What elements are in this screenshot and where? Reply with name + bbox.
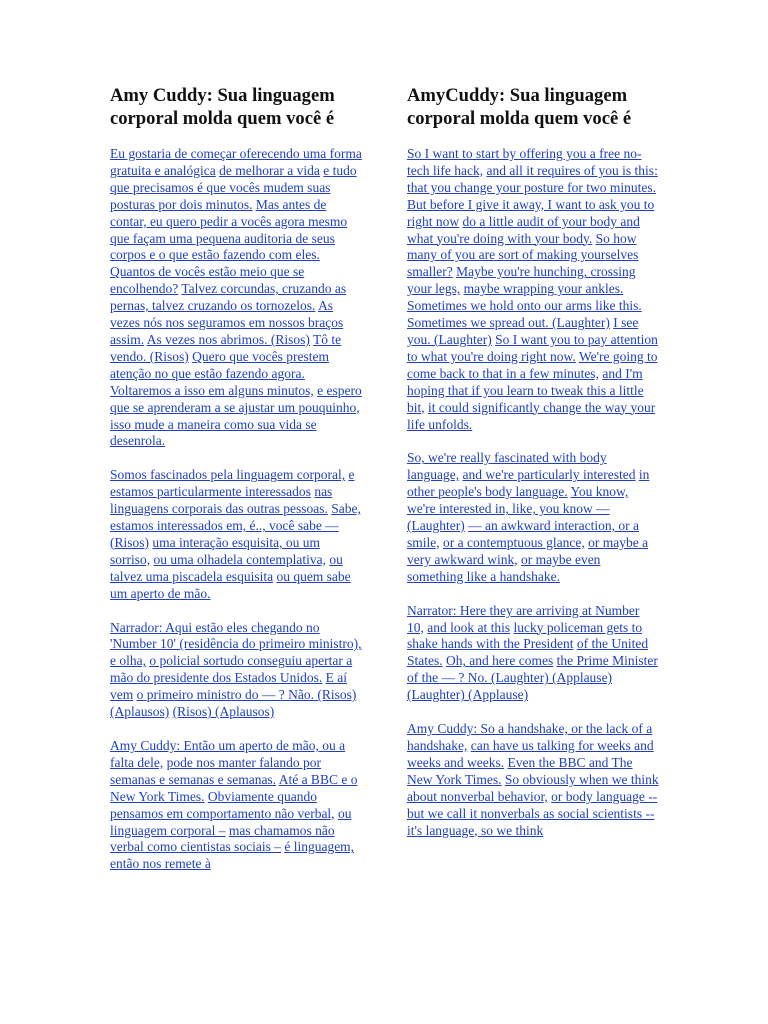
sentence-link[interactable]: in other people's body language. [407, 467, 650, 500]
paragraph [407, 146, 659, 433]
paragraph [110, 738, 362, 873]
sentence-link[interactable]: maybe wrapping your ankles. [463, 281, 624, 297]
sentence-link[interactable]: o primeiro ministro do — ? Não. (Risos) (Aplausos) [110, 687, 357, 720]
sentence-link[interactable]: — an awkward interaction, or a smile, [407, 518, 640, 550]
sentence-link[interactable]: Mas antes de contar, eu quero pedir a vocês agora mesmo [110, 196, 348, 229]
sentence-link[interactable]: and look at this [427, 619, 511, 635]
sentence-link[interactable]: or maybe even something like a handshake. [407, 551, 601, 584]
sentence-link[interactable]: pode nos manter falando por semanas e semanas e semanas. [110, 754, 322, 787]
sentence-link[interactable]: As vezes nós nos seguramos em nossos braços assim. [110, 298, 344, 347]
sentence-link[interactable]: Quantos de vocês estão meio que se encolhendo? [110, 264, 305, 297]
sentence-link[interactable]: que façam uma pequena auditoria de seus corpos e o que estão fazendo com eles. [110, 230, 335, 263]
sentence-link[interactable]: ou uma olhadela contemplativa, [153, 551, 326, 567]
sentence-link[interactable]: So how many of you are sort of making yourselves smaller? [407, 230, 639, 280]
paragraphs-english [407, 146, 659, 839]
title-portuguese: Amy Cuddy: Sua linguagem corporal molda quem você é [110, 85, 335, 129]
sentence-link[interactable]: de melhorar a vida [219, 162, 320, 178]
sentence-link[interactable]: the Prime Minister of the — ? No. (Laughter) (Applause) [407, 653, 658, 686]
sentence-link[interactable]: Sabe, estamos interessados em, é.., você sabe — (Risos) [110, 501, 361, 550]
sentence-link[interactable]: (Laughter) (Applause) [407, 687, 529, 703]
sentence-link[interactable]: So obviously when we think about nonverbal behavior, [407, 771, 659, 804]
sentence-link[interactable]: uma interação esquisita, ou um sorriso, [110, 534, 320, 567]
paragraph [110, 467, 362, 602]
sentence-link[interactable]: e estamos particularmente interessados [110, 467, 355, 500]
sentence-link[interactable]: Amy Cuddy: So a handshake, or the lack of a handshake, [407, 721, 653, 753]
sentence-link[interactable]: and we're particularly interested [462, 467, 636, 483]
sentence-link[interactable]: but we call it nonverbals as social scientists -- [407, 805, 655, 821]
sentence-link[interactable]: e espero que se aprenderam a se ajustar um pouquinho, [110, 382, 362, 415]
sentence-link[interactable]: We're going to come back to that in a few minutes, [407, 348, 658, 381]
sentence-link[interactable]: Somos fascinados pela linguagem corporal, [110, 467, 346, 483]
sentence-link[interactable]: Obviamente quando pensamos em comportamento não verbal, [110, 788, 335, 821]
sentence-link[interactable]: So I want you to pay attention to what you're doing right now. [407, 331, 658, 364]
sentence-link[interactable]: Sometimes we spread out. (Laughter) [407, 315, 610, 331]
sentence-link[interactable]: Quero que vocês prestem atenção no que estão fazendo agora. [110, 348, 329, 381]
sentence-link[interactable]: I see you. (Laughter) [407, 315, 639, 347]
sentence-link[interactable]: it could significantly change the way your life unfolds. [407, 399, 656, 432]
paragraph [407, 721, 659, 839]
sentence-link[interactable]: ou linguagem corporal – [110, 805, 352, 838]
sentence-link[interactable]: isso mude a maneira como sua vida se desenrola. [110, 416, 317, 449]
sentence-link[interactable]: nas linguagens corporais das outras pessoas. [110, 484, 333, 517]
sentence-link[interactable]: Amy Cuddy: Então um aperto de mão, ou a falta dele, [110, 738, 346, 770]
sentence-link[interactable]: Tô te vendo. (Risos) [110, 331, 342, 364]
sentence-link[interactable]: that you change your posture for two minutes. [407, 179, 656, 195]
column-english [407, 84, 659, 856]
sentence-link[interactable]: So I want to start by offering you a free no-tech life hack, [407, 146, 642, 178]
sentence-link[interactable]: do a little audit of your body and what you're doing with your body. [407, 213, 640, 246]
sentence-link[interactable]: Sometimes we hold onto our arms like this. [407, 298, 642, 314]
sentence-link[interactable]: or body language -- [551, 788, 658, 804]
paragraph [110, 146, 362, 450]
sentence-link[interactable]: (Risos) (Aplausos) [172, 704, 275, 720]
sentence-link[interactable]: Voltaremos a isso em alguns minutos, [110, 382, 314, 398]
sentence-link[interactable]: it's language, so we think [407, 822, 544, 838]
paragraph [110, 620, 362, 721]
sentence-link[interactable]: Até a BBC e o New York Times. [110, 771, 358, 804]
paragraph [407, 603, 659, 704]
sentence-link[interactable]: ou talvez uma piscadela esquisita [110, 551, 343, 584]
sentence-link[interactable]: mas chamamos não verbal como cientistas sociais – [110, 822, 335, 855]
sentence-link[interactable]: Even the BBC and The New York Times. [407, 754, 633, 787]
sentence-link[interactable]: E aí vem [110, 670, 347, 703]
sentence-link[interactable]: é linguagem, então nos remete à [110, 839, 355, 872]
sentence-link[interactable]: e tudo que precisamos é que vocês mudem suas posturas por dois minutos. [110, 162, 357, 212]
sentence-link[interactable]: lucky policeman gets to shake hands with the President [407, 619, 643, 652]
column-portuguese [110, 84, 362, 890]
sentence-link[interactable]: can have us talking for weeks and weeks and weeks. [407, 738, 654, 770]
sentence-link[interactable]: or a contemptuous glance, [443, 534, 585, 550]
title-english: AmyCuddy: Sua linguagem corporal molda quem você é [407, 85, 632, 129]
sentence-link[interactable]: Maybe you're hunching, crossing your legs, [407, 264, 636, 297]
paragraphs-portuguese [110, 146, 362, 873]
sentence-link[interactable]: As vezes nos abrimos. (Risos) [146, 331, 310, 347]
sentence-link[interactable]: So, we're really fascinated with body language, [407, 450, 607, 483]
sentence-link[interactable]: and all it requires of you is this: [486, 162, 658, 178]
sentence-link[interactable]: Oh, and here comes [446, 653, 554, 669]
sentence-link[interactable]: ou quem sabe um aperto de mão. [110, 568, 351, 601]
paragraph [407, 450, 659, 585]
sentence-link[interactable]: Eu gostaria de começar oferecendo uma forma gratuita e analógica [110, 146, 362, 178]
sentence-link[interactable]: or maybe a very awkward wink, [407, 534, 649, 567]
sentence-link[interactable]: Narrador: Aqui estão eles chegando no 'Number 10' (residência do primeiro ministro), e olha, [110, 619, 362, 669]
sentence-link[interactable]: of the United States. [407, 636, 649, 669]
sentence-link[interactable]: But before I give it away, I want to ask you to right now [407, 196, 655, 229]
sentence-link[interactable]: o policial sortudo conseguiu apertar a mão do presidente dos Estados Unidos. [110, 653, 353, 686]
sentence-link[interactable]: Narrator: Here they are arriving at Number 10, [407, 602, 640, 635]
sentence-link[interactable]: and I'm hoping that if you learn to tweak this a little bit, [407, 365, 644, 415]
sentence-link[interactable]: Talvez corcundas, cruzando as pernas, talvez cruzando os tornozelos. [110, 281, 347, 314]
sentence-link[interactable]: You know, we're interested in, like, you know — (Laughter) [407, 484, 629, 534]
